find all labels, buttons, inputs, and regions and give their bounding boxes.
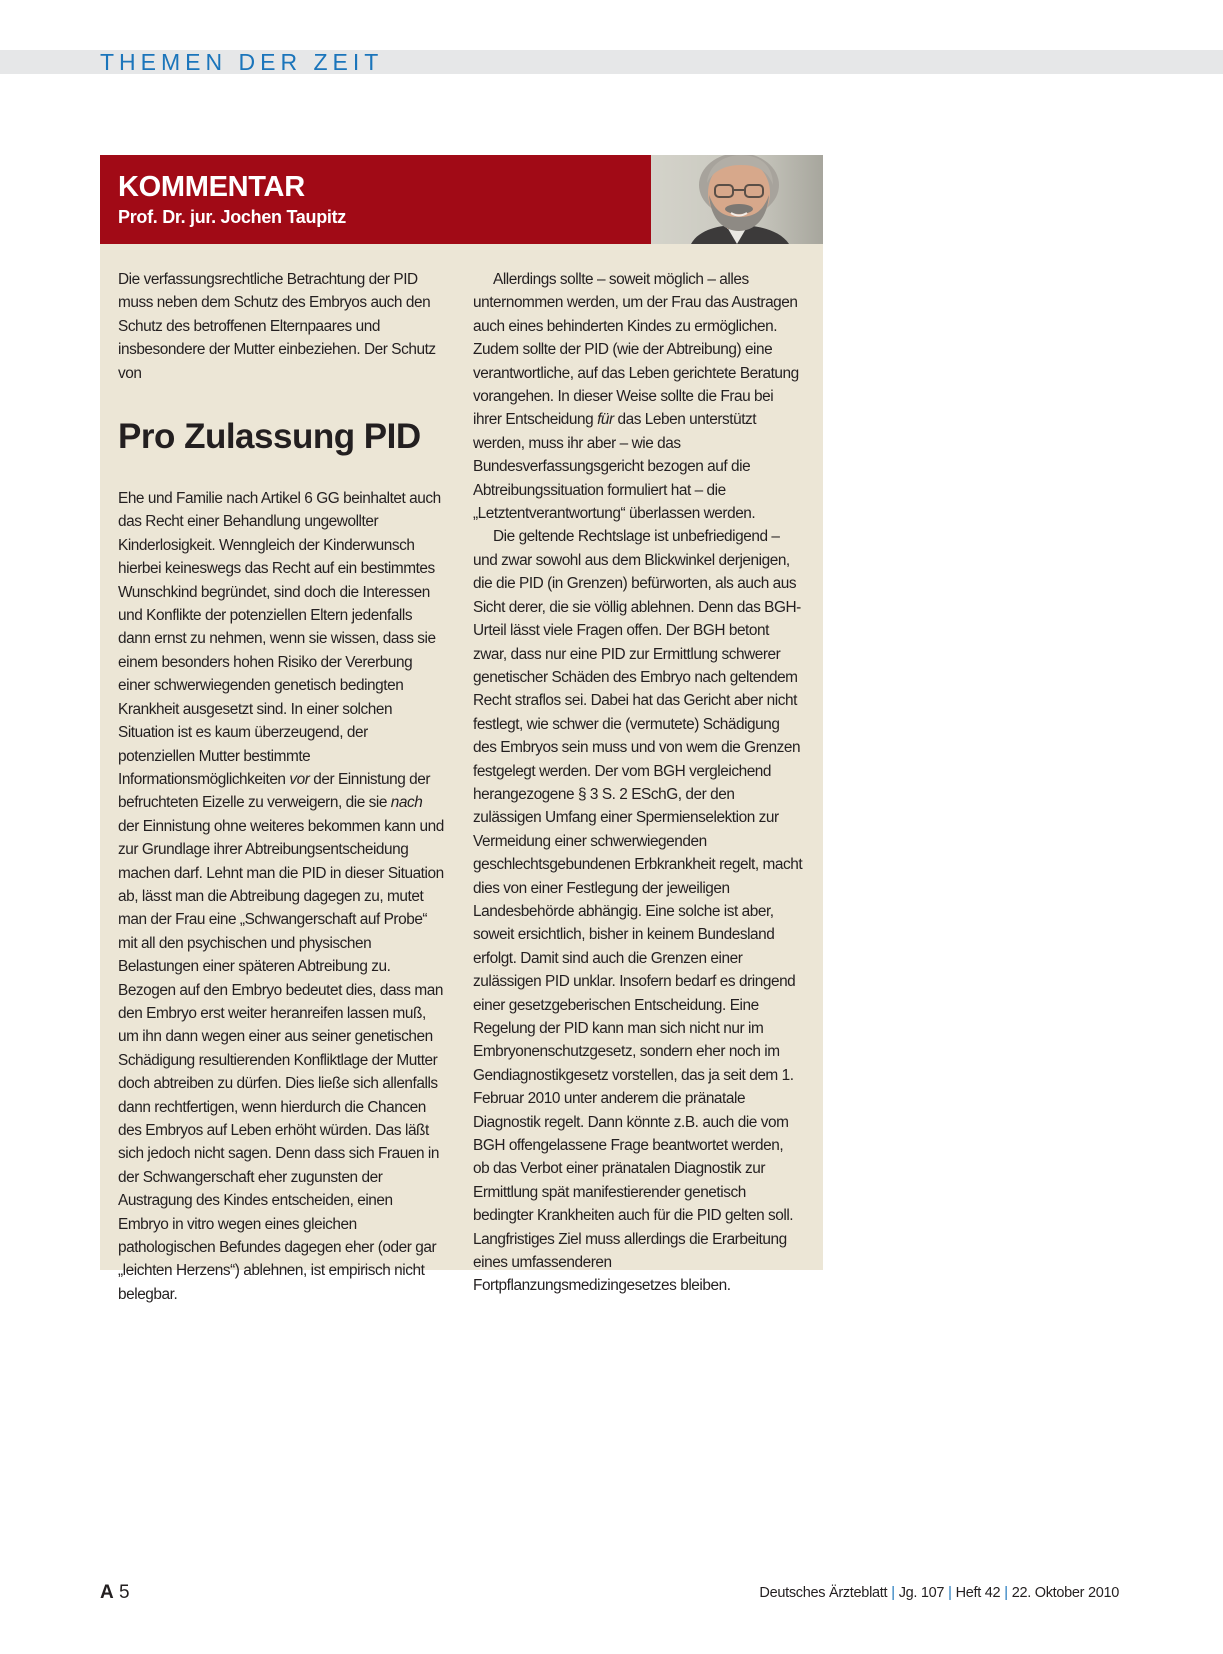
text-run: das Leben unterstützt werden, muss ihr aber – wie das Bundesverfassungsgericht bezogen auf die Abtreibungssituation formuliert hat – die „Letztentverantwortung“ überlassen werden. <box>473 411 757 523</box>
author-portrait-image <box>651 155 823 244</box>
article-paragraph-right-1 <box>473 268 803 525</box>
emphasis-nach: nach <box>390 794 423 812</box>
journal-date: 22. Oktober 2010 <box>1011 1585 1119 1601</box>
page-number <box>100 1581 130 1605</box>
text-run: Ehe und Familie nach Artikel 6 GG beinhaltet auch das Recht einer Behandlung ungewollter Kinderlosigkeit. Wenngleich der Kinderwunsch hierbei keineswegs das Recht auf ein bestimmtes Wunschkind begründet, sind doch die Interessen und Konflikte der potenziellen Eltern jedenfalls dann ernst zu nehmen, wenn sie wissen, dass sie einem besonders hohen Risiko der Vererbung einer schwerwiegenden genetisch bedingten Krankheit ausgesetzt sind. In einer solchen Situation ist es kaum überzeugend, der potenziellen Mutter bestimmte Informationsmöglichkeiten <box>118 490 441 788</box>
article-headline: Pro Zulassung PID <box>118 417 421 457</box>
emphasis-fuer: für <box>597 411 614 429</box>
commentary-author: Prof. Dr. jur. Jochen Taupitz <box>118 207 346 227</box>
article-column-left <box>118 268 444 1306</box>
journal-footer <box>759 1583 1119 1603</box>
article-intro: Die verfassungsrechtliche Betrachtung der PID muss neben dem Schutz des Embryos auch den Schutz des betroffenen Elternpaares und insbesondere der Mutter einbeziehen. Der Schutz von <box>118 271 436 382</box>
page-prefix: A <box>100 1582 114 1603</box>
text-run: der Einnistung der befruchteten Eizelle zu verweigern, die sie <box>118 770 431 812</box>
footer-separator: | <box>891 1585 895 1601</box>
emphasis-vor: vor <box>289 770 310 788</box>
section-label: THEMEN DER ZEIT <box>100 49 384 75</box>
page-number-value: 5 <box>119 1582 130 1603</box>
article-column-right <box>473 268 803 1298</box>
text-run: Allerdings sollte – soweit möglich – alles unternommen werden, um der Frau das Austragen auch eines behinderten Kindes zu ermöglichen. Zudem sollte der PID (wie der Abtreibung) eine verantwortliche, auf das Leben gerichtete Beratung vorangehen. In dieser Weise sollte die Frau bei ihrer Entscheidung <box>473 271 799 429</box>
article-paragraph-left <box>118 487 444 1306</box>
author-photo <box>651 155 823 244</box>
footer-separator: | <box>948 1585 952 1601</box>
text-run: der Einnistung ohne weiteres bekommen kann und zur Grundlage ihrer Abtreibungsentscheidung machen darf. Lehnt man die PID in dieser Situation ab, lässt man die Abtreibung dagegen zu, mutet man der Frau eine „Schwangerschaft auf Probe“ mit all den psychischen und physischen Belastungen einer späteren Abtreibung zu. Bezogen auf den Embryo bedeutet dies, dass man den Embryo erst weiter heranreifen lassen muß, um ihn dann wegen einer aus seiner genetischen Schädigung resultierenden Konfliktlage der Mutter doch abtreiben zu dürfen. Dies ließe sich allenfalls dann rechtfertigen, wenn hierdurch die Chancen des Embryos auf Leben erhöht würden. Das läßt sich jedoch nicht sagen. Denn dass sich Frauen in der Schwangerschaft eher zugunsten der Austragung des Kindes entscheiden, einen Embryo in vitro wegen eines gleichen pathologischen Befundes dagegen eher (oder gar „leichten Herzens“) ablehnen, ist empirisch nicht belegbar. <box>118 817 444 1303</box>
article-paragraph-right-2: Die geltende Rechtslage ist unbefriedigend – und zwar sowohl aus dem Blickwinkel derjenigen, die die PID (in Grenzen) befürworten, als auch aus Sicht derer, die sie völlig ablehnen. Denn das BGH-Urteil lässt viele Fragen offen. Der BGH betont zwar, dass nur eine PID zur Ermittlung schwerer genetischer Schäden des Embryo nach geltendem Recht straflos sei. Dabei hat das Gericht aber nicht festlegt, wie schwer die (vermutete) Schädigung des Embryos sein muss und von wem die Grenzen festgelegt werden. Der vom BGH vergleichend herangezogene § 3 S. 2 ESchG, der den zulässigen Umfang einer Spermienselektion zur Vermeidung einer schwerwiegenden geschlechtsgebundenen Erbkrankheit regelt, macht dies von einer Festlegung der jeweiligen Landesbehörde abhängig. Eine solche ist aber, soweit ersichtlich, bisher in keinem Bundesland erfolgt. Damit sind auch die Grenzen einer zulässigen PID unklar. Insofern bedarf es dringend einer gesetzgeberischen Entscheidung. Eine Regelung der PID kann man sich nicht nur im Embryonenschutzgesetz, sondern eher noch im Gendiagnostikgesetz vorstellen, das ja seit dem 1. Februar 2010 unter anderem die pränatale Diagnostik regelt. Dann könnte z.B. auch die vom BGH offengelassene Frage beantwortet werden, ob das Verbot einer pränatalen Diagnostik zur Ermittlung spät manifestierender genetisch bedingter Krankheiten auch für die PID gelten soll. Langfristiges Ziel muss allerdings die Erarbeitung eines umfassenderen Fortpflanzungsmedizingesetzes bleiben. <box>473 528 803 1295</box>
journal-volume: Jg. 107 <box>898 1585 945 1601</box>
journal-name: Deutsches Ärzteblatt <box>759 1585 888 1601</box>
commentary-kind: KOMMENTAR <box>118 171 305 203</box>
footer-separator: | <box>1004 1585 1008 1601</box>
journal-issue: Heft 42 <box>955 1585 1001 1601</box>
